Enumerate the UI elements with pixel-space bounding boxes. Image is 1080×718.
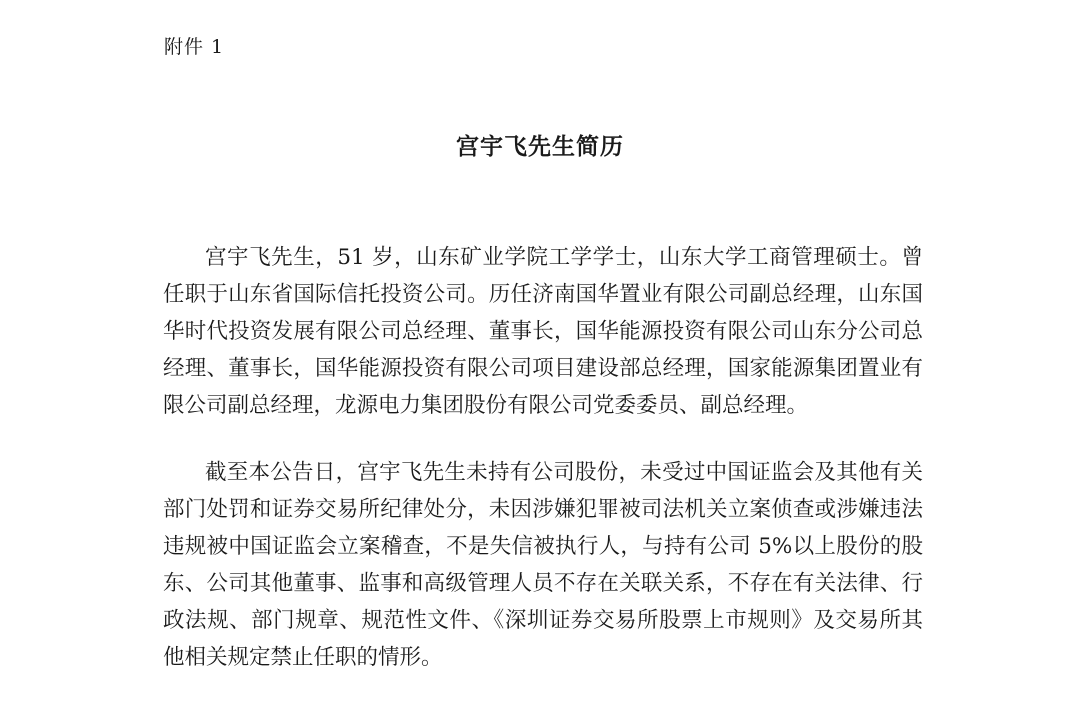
document-title: 宫宇飞先生简历 — [456, 133, 624, 160]
paragraph-biography — [163, 239, 923, 424]
paragraph-line: 政法规、部门规章、规范性文件、《深圳证券交易所股票上市规则》及交易所其 — [163, 608, 923, 633]
paragraph-line: 宫宇飞先生，51 岁，山东矿业学院工学学士，山东大学工商管理硕士。曾 — [205, 245, 923, 270]
paragraph-line: 限公司副总经理，龙源电力集团股份有限公司党委委员、副总经理。 — [163, 393, 809, 418]
paragraph-line: 他相关规定禁止任职的情形。 — [163, 645, 443, 670]
paragraph-line: 截至本公告日，宫宇飞先生未持有公司股份，未受过中国证监会及其他有关 — [205, 460, 923, 485]
paragraph-line: 任职于山东省国际信托投资公司。历任济南国华置业有限公司副总经理，山东国 — [163, 282, 923, 307]
paragraph-line: 违规被中国证监会立案稽查，不是失信被执行人，与持有公司 5%以上股份的股 — [163, 534, 923, 559]
paragraph-line: 华时代投资发展有限公司总经理、董事长，国华能源投资有限公司山东分公司总 — [163, 319, 923, 344]
paragraph-line: 东、公司其他董事、监事和高级管理人员不存在关联关系，不存在有关法律、行 — [163, 571, 923, 596]
paragraph-disclosure — [163, 454, 923, 676]
paragraph-line: 经理、董事长，国华能源投资有限公司项目建设部总经理，国家能源集团置业有 — [163, 356, 923, 381]
paragraph-line: 部门处罚和证券交易所纪律处分，未因涉嫌犯罪被司法机关立案侦查或涉嫌违法 — [163, 497, 923, 522]
attachment-label: 附件 1 — [164, 36, 225, 58]
